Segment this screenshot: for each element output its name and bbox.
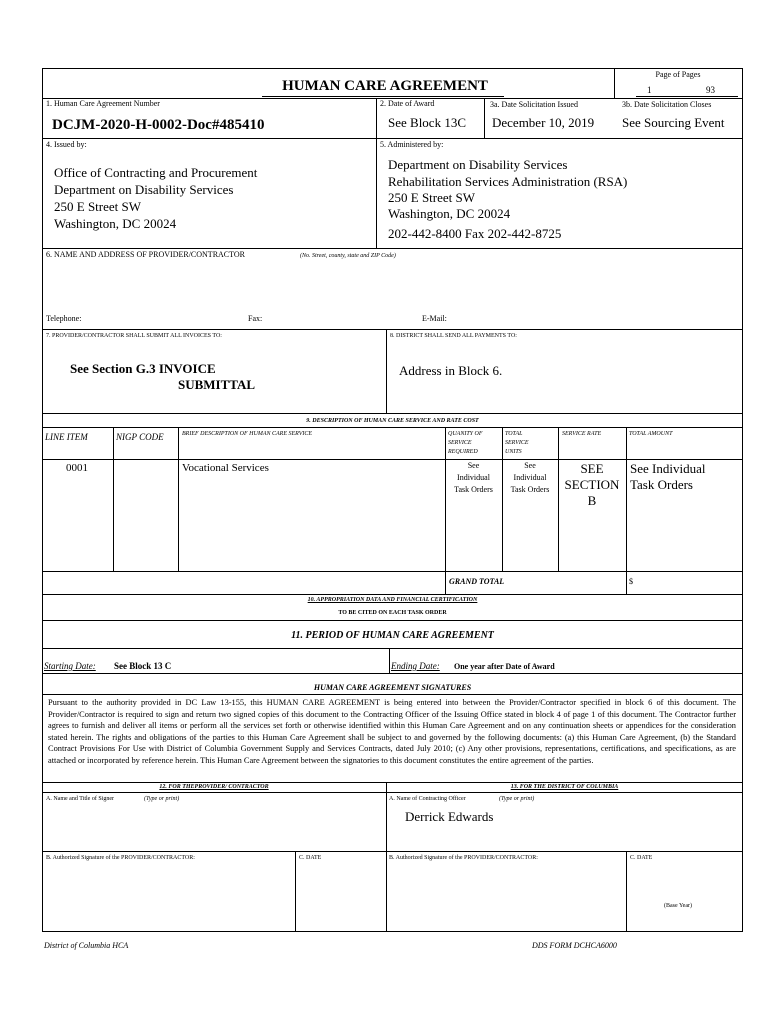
block11-title: 11. PERIOD OF HUMAN CARE AGREEMENT bbox=[291, 630, 494, 641]
contracting-officer-label: A. Name of Contracting Officer bbox=[389, 796, 466, 802]
administered-by-phone: 202-442-8400 Fax 202-442-8725 bbox=[388, 226, 562, 241]
row-units-2: Individual bbox=[513, 473, 547, 482]
administered-by-line-3: 250 E Street SW bbox=[388, 190, 476, 205]
row-rate-2: SECTION bbox=[564, 477, 620, 492]
block2-label: 2. Date of Award bbox=[380, 99, 435, 108]
form-title: HUMAN CARE AGREEMENT bbox=[282, 78, 488, 94]
payments-address: Address in Block 6. bbox=[399, 363, 503, 378]
title-underline bbox=[262, 96, 504, 97]
ending-date-label: Ending Date: bbox=[391, 661, 440, 671]
ending-date-value: One year after Date of Award bbox=[454, 662, 555, 671]
col-description: BRIEF DESCRIPTION OF HUMAN CARE SERVICE bbox=[182, 431, 313, 437]
col-units-1: TOTAL bbox=[505, 431, 523, 437]
footer-left: District of Columbia HCA bbox=[44, 941, 129, 950]
block6-sublabel: (No. Street, county, state and ZIP Code) bbox=[300, 253, 396, 259]
telephone-label: Telephone: bbox=[46, 314, 82, 323]
starting-date-value: See Block 13 C bbox=[114, 661, 172, 671]
contracting-officer-hint: (Type or print) bbox=[499, 796, 535, 802]
col-qty-2: SERVICE bbox=[448, 440, 472, 446]
page-of-pages-label: Page of Pages bbox=[655, 70, 701, 79]
total-pages: 93 bbox=[706, 85, 715, 95]
footer-right: DDS FORM DCHCA6000 bbox=[532, 941, 617, 950]
administered-by-line-2: Rehabilitation Services Administration (RSA) bbox=[388, 174, 628, 189]
block7-label: 7. PROVIDER/CONTRACTOR SHALL SUBMIT ALL INVOICES TO: bbox=[46, 333, 222, 339]
block9-title: 9. DESCRIPTION OF HUMAN CARE SERVICE AND RATE COST bbox=[306, 418, 479, 424]
date-of-award: See Block 13C bbox=[388, 115, 466, 130]
agreement-number: DCJM-2020-H-0002-Doc#485410 bbox=[52, 117, 265, 133]
email-label: E-Mail: bbox=[422, 314, 447, 323]
row-amount-2: Task Orders bbox=[630, 477, 693, 492]
page-number: 1 bbox=[647, 85, 652, 95]
district-signature-label: B. Authorized Signature of the PROVIDER/CONTRACTOR: bbox=[389, 855, 538, 861]
issued-by-line-3: 250 E Street SW bbox=[54, 199, 142, 214]
signer-name-label: A. Name and Title of Signer bbox=[46, 796, 114, 802]
row-units-3: Task Orders bbox=[510, 485, 550, 494]
signer-name-hint: (Type or print) bbox=[144, 796, 180, 802]
row-rate-1: SEE bbox=[580, 461, 604, 476]
row-rate-3: B bbox=[587, 493, 597, 508]
provider-signature-label: B. Authorized Signature of the PROVIDER/CONTRACTOR: bbox=[46, 855, 195, 861]
signatures-title: HUMAN CARE AGREEMENT SIGNATURES bbox=[313, 683, 472, 692]
date-solicitation-issued: December 10, 2019 bbox=[492, 115, 595, 130]
row-qty-2: Individual bbox=[457, 473, 490, 482]
block6-label: 6. NAME AND ADDRESS OF PROVIDER/CONTRACTOR bbox=[46, 250, 245, 259]
signatures-paragraph: Pursuant to the authority provided in DC Law 13-155, this HUMAN CARE AGREEMENT is being entered into between the Provider/Contractor specified in block 6 of this document. The Provider/Contractor is required to sign and return two signed copies of this document to the Contracting Officer of the Issuing Office stated in block 4 of page 1 of this document. The Contractor further agrees to furnish and deliver all items or perform all the services set forth or otherwise identified within this Human Care Agreement and on any continuation sheets or appendices for the consideration stated herein. The rights and obligations of the parties to this Human Care Agreement shall be subject to and governed by the following documents: (a) this Human Care Agreement, (b) the Standard Contract Provisions For Use with District of Columbia Government Supply and Services Contracts, dated July 2010; (c) Any other provisions, representations, certifications, and specifications, as are attached or incorporated by reference herein. This Human Care Agreement between the signatories to this document constitutes the entire agreement of the parties. bbox=[48, 698, 736, 765]
row-qty-1: See bbox=[467, 461, 480, 470]
administered-by-line-4: Washington, DC 20024 bbox=[388, 206, 511, 221]
invoice-submittal-line-1: See Section G.3 INVOICE bbox=[70, 361, 216, 376]
block13-title: 13. FOR THE DISTRICT OF COLUMBIA bbox=[510, 784, 619, 790]
contracting-officer-name: Derrick Edwards bbox=[405, 809, 494, 824]
block1-label: 1. Human Care Agreement Number bbox=[46, 99, 160, 108]
base-year: (Base Year) bbox=[664, 903, 692, 909]
issued-by-line-2: Department on Disability Services bbox=[54, 182, 234, 197]
issued-by-line-4: Washington, DC 20024 bbox=[54, 216, 177, 231]
row-amount-1: See Individual bbox=[630, 461, 706, 476]
starting-date-label: Starting Date: bbox=[44, 661, 96, 671]
district-date-label: C. DATE bbox=[630, 855, 653, 861]
issued-by-line-1: Office of Contracting and Procurement bbox=[54, 165, 258, 180]
appropriation-value: TO BE CITED ON EACH TASK ORDER bbox=[338, 610, 447, 616]
date-solicitation-closes: See Sourcing Event bbox=[622, 115, 725, 130]
block3b-label: 3b. Date Solicitation Closes bbox=[622, 100, 712, 109]
col-nigp-code: NIGP CODE bbox=[116, 432, 164, 442]
provider-date-label: C. DATE bbox=[299, 855, 322, 861]
row-units-1: See bbox=[524, 461, 536, 470]
col-units-2: SERVICE bbox=[505, 440, 529, 446]
block8-label: 8. DISTRICT SHALL SEND ALL PAYMENTS TO: bbox=[390, 333, 517, 339]
block5-label: 5. Administered by: bbox=[380, 140, 444, 149]
row-qty-3: Task Orders bbox=[454, 485, 493, 494]
grand-total-value: $ bbox=[629, 577, 633, 586]
col-units-3: UNITS bbox=[505, 449, 522, 455]
block12-title: 12. FOR THEPROVIDER/ CONTRACTOR bbox=[159, 784, 269, 790]
block10-title: 10. APPROPRIATION DATA AND FINANCIAL CERTIFICATION bbox=[307, 597, 478, 603]
row-description: Vocational Services bbox=[182, 462, 269, 474]
fax-label: Fax: bbox=[248, 314, 263, 323]
invoice-submittal-line-2: SUBMITTAL bbox=[178, 377, 256, 392]
col-qty-3: REQUIRED bbox=[448, 449, 478, 455]
block3a-label: 3a. Date Solicitation Issued bbox=[490, 100, 578, 109]
col-service-rate: SERVICE RATE bbox=[562, 431, 602, 437]
col-line-item: LINE ITEM bbox=[45, 432, 88, 442]
block4-label: 4. Issued by: bbox=[46, 140, 87, 149]
col-total-amount: TOTAL AMOUNT bbox=[629, 431, 673, 437]
col-qty-1: QUANITY OF bbox=[448, 431, 483, 437]
administered-by-line-1: Department on Disability Services bbox=[388, 157, 568, 172]
row-line-item: 0001 bbox=[66, 462, 88, 474]
grand-total-label: GRAND TOTAL bbox=[449, 577, 505, 586]
